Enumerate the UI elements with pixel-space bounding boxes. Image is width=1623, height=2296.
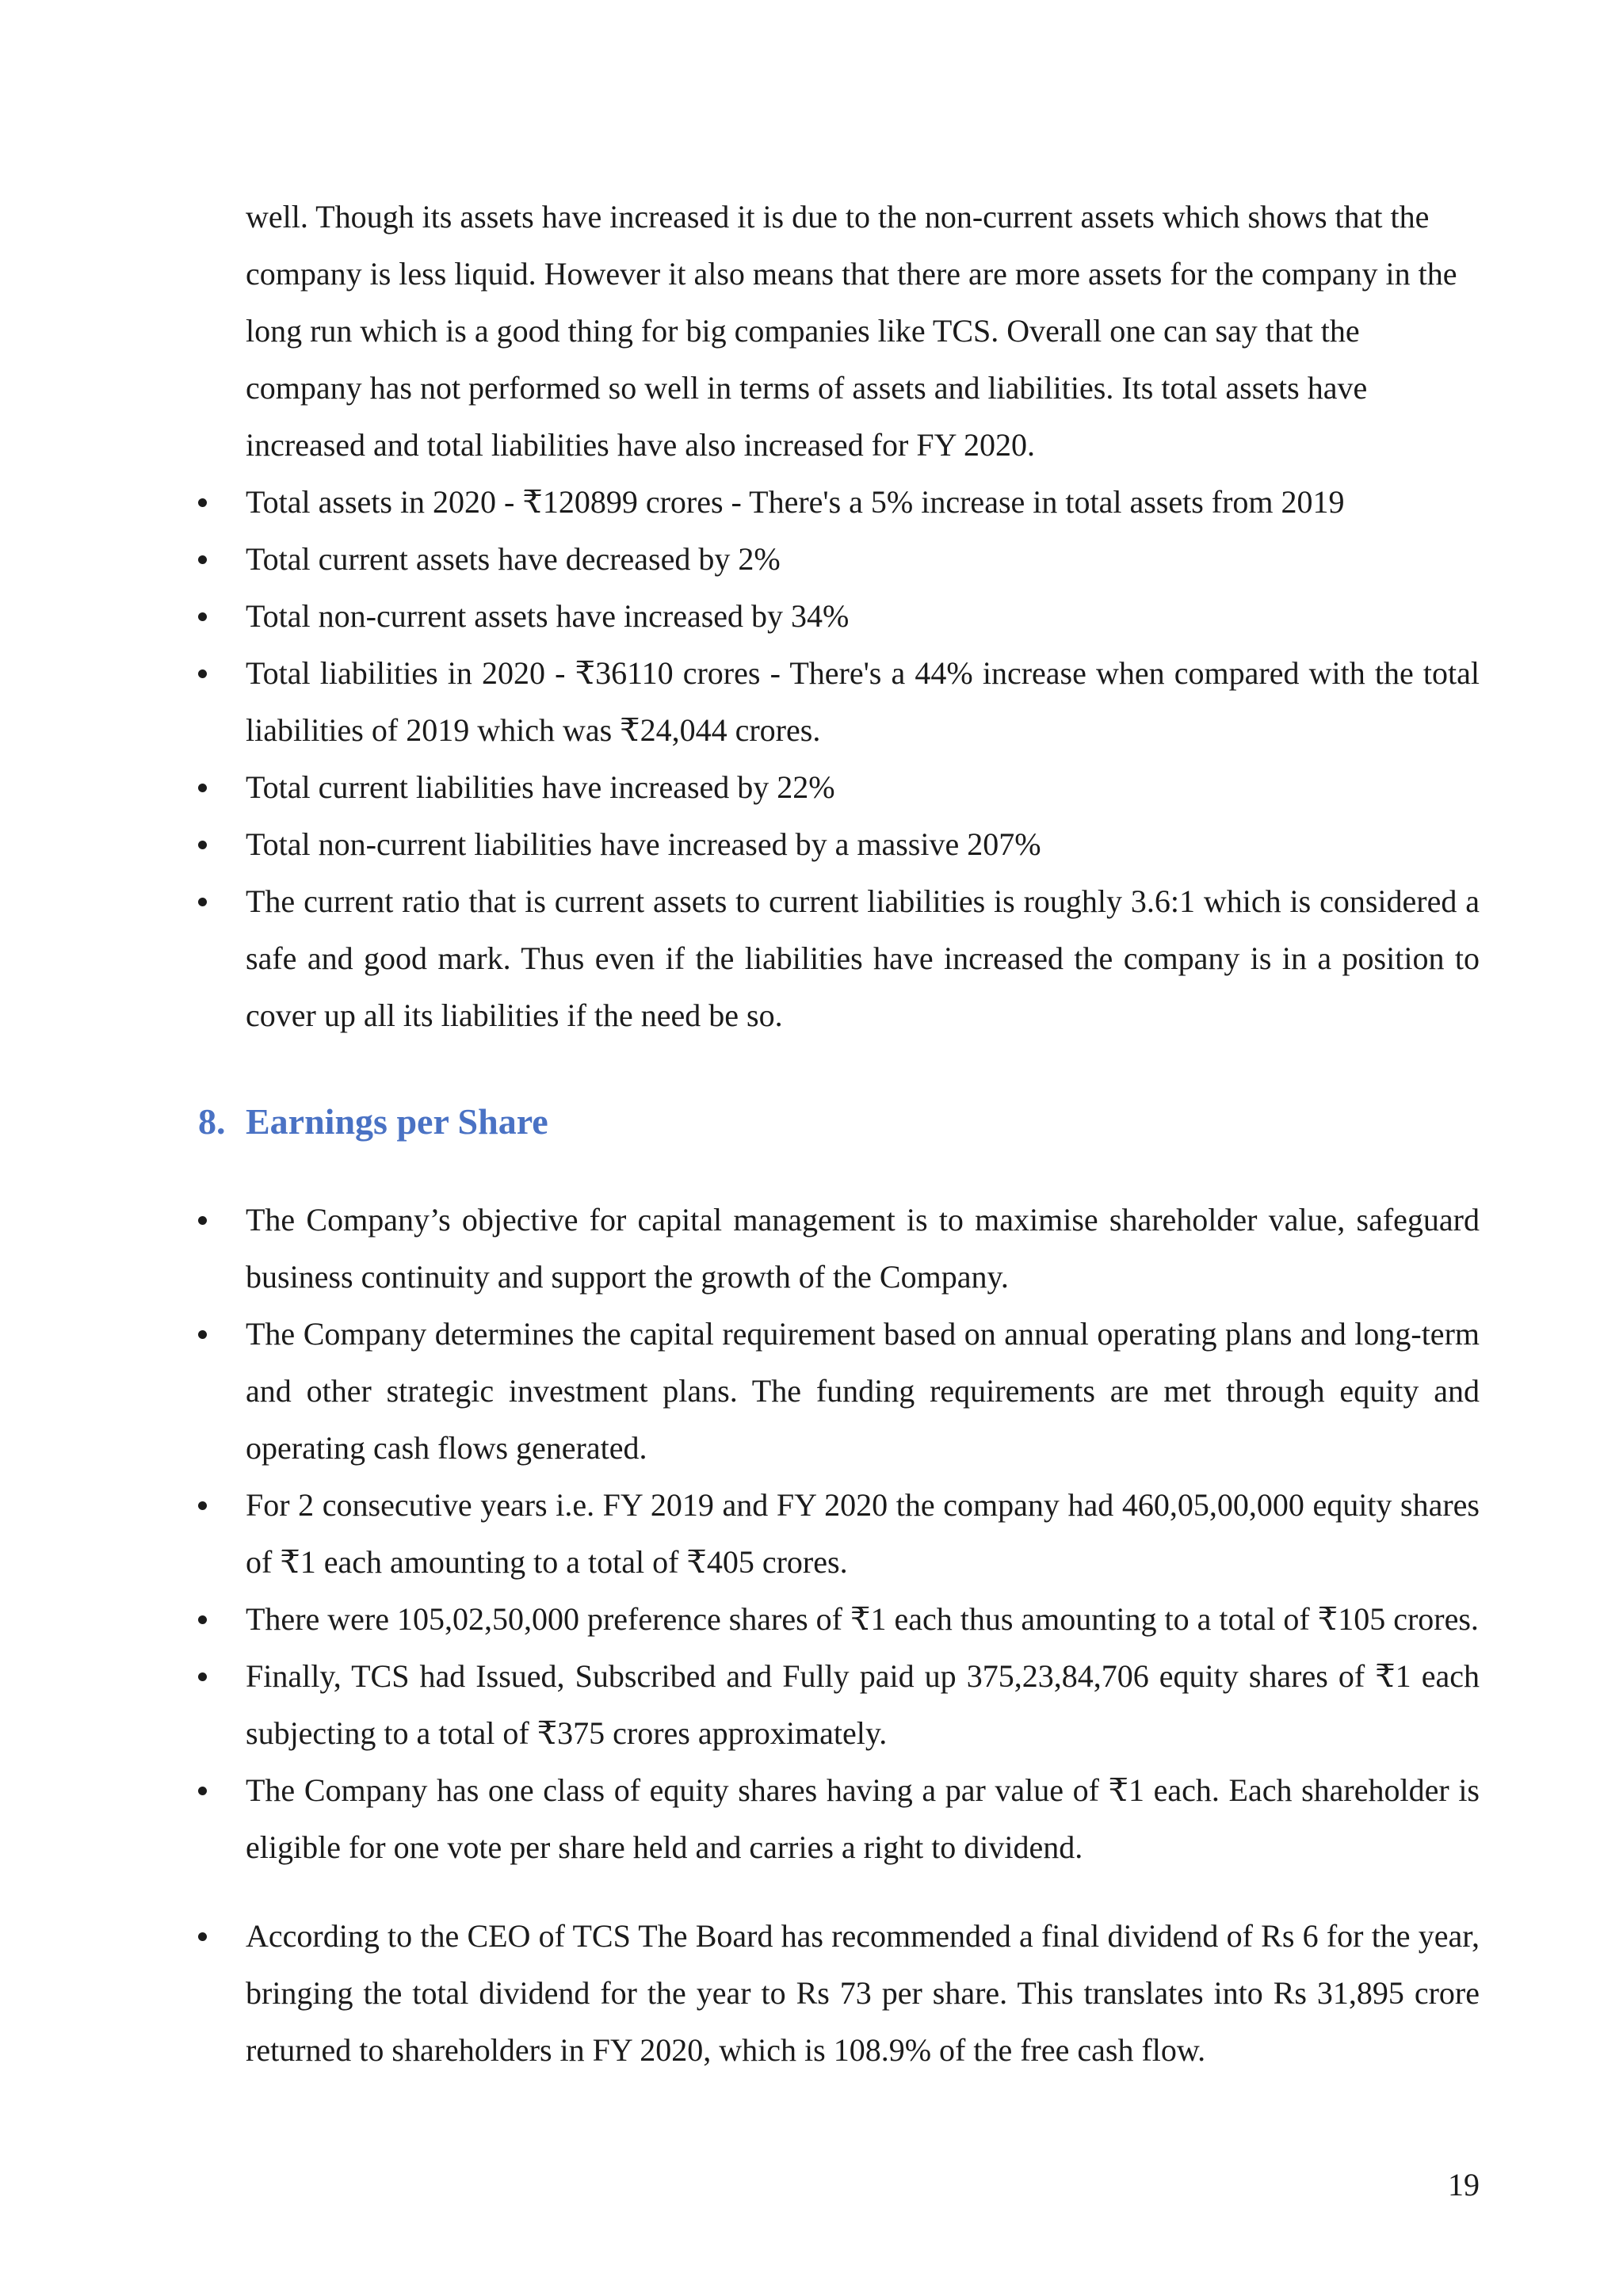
list-item — [198, 1192, 1480, 1306]
list-item — [198, 1591, 1480, 1648]
intro-paragraph: well. Though its assets have increased it is due to the non-current assets which shows that the company is less liquid. However it also means that there are more assets for the company in the long run which is a good thing for big companies like TCS. Overall one can say that the company has not performed so well in terms of assets and liabilities. Its total assets have increased and total liabilities have also increased for FY 2020. — [246, 199, 1457, 463]
page-number: 19 — [1448, 2167, 1480, 2203]
list-item — [198, 816, 1480, 873]
bullet-icon — [198, 784, 207, 792]
list-item — [198, 588, 1480, 645]
list-item-text: Total current liabilities have increased by 22% — [246, 769, 835, 805]
list-item — [198, 645, 1480, 759]
section-title: Earnings per Share — [246, 1101, 548, 1142]
list-item — [198, 1908, 1480, 2079]
bullet-icon — [198, 1615, 207, 1624]
list-item-text: Finally, TCS had Issued, Subscribed and Fully paid up 375,23,84,706 equity shares of ₹1 each subjecting to a total of ₹375 crores approximately. — [246, 1658, 1480, 1751]
list-item — [198, 474, 1480, 531]
list-item-text: Total liabilities in 2020 - ₹36110 crores - There's a 44% increase when compared with the total liabilities of 2019 which was ₹24,044 crores. — [246, 655, 1480, 748]
list-item — [198, 1306, 1480, 1477]
bullet-icon — [198, 898, 207, 906]
list-item-text: The current ratio that is current assets to current liabilities is roughly 3.6:1 which is considered a safe and good mark. Thus even if the liabilities have increased the company is in a position to cover up all its liabilities if the need be so. — [246, 883, 1480, 1033]
bullet-icon — [198, 555, 207, 564]
list-item — [198, 531, 1480, 588]
list-item-text: Total non-current liabilities have increased by a massive 207% — [246, 826, 1041, 862]
bullet-icon — [198, 1672, 207, 1681]
section-heading — [198, 1100, 1480, 1144]
bullet-icon — [198, 1932, 207, 1941]
list-item — [198, 759, 1480, 816]
list-item-text: For 2 consecutive years i.e. FY 2019 and FY 2020 the company had 460,05,00,000 equity shares of ₹1 each amounting to a total of ₹405 crores. — [246, 1487, 1480, 1580]
bullet-icon — [198, 612, 207, 621]
list-item-text: According to the CEO of TCS The Board has recommended a final dividend of Rs 6 for the year, bringing the total dividend for the year to Rs 73 per share. This translates into Rs 31,895 crore returned to shareholders in FY 2020, which is 108.9% of the free cash flow. — [246, 1918, 1480, 2068]
bullet-icon — [198, 1501, 207, 1510]
list-item-text: The Company determines the capital requirement based on annual operating plans and long-term and other strategic investment plans. The funding requirements are met through equity and operating cash flows generated. — [246, 1316, 1480, 1466]
list-item-text: The Company has one class of equity shares having a par value of ₹1 each. Each shareholder is eligible for one vote per share held and carries a right to dividend. — [246, 1772, 1480, 1865]
bullet-icon — [198, 669, 207, 678]
bullet-list-earnings-per-share — [198, 1192, 1480, 2079]
list-item-text: Total assets in 2020 - ₹120899 crores - There's a 5% increase in total assets from 2019 — [246, 484, 1345, 520]
list-item — [198, 1648, 1480, 1762]
bullet-list-assets-liabilities — [198, 474, 1480, 1044]
section-number: 8. — [198, 1101, 226, 1142]
bullet-icon — [198, 1330, 207, 1339]
list-item-text: The Company’s objective for capital management is to maximise shareholder value, safeguard business continuity and support the growth of the Company. — [246, 1202, 1480, 1295]
list-item — [198, 1477, 1480, 1591]
list-item — [198, 1762, 1480, 1876]
bullet-icon — [198, 1787, 207, 1795]
list-item — [198, 873, 1480, 1044]
page-content — [198, 189, 1480, 2079]
list-item-text: Total current assets have decreased by 2% — [246, 541, 781, 577]
bullet-icon — [198, 841, 207, 849]
list-item-text: Total non-current assets have increased by 34% — [246, 598, 850, 634]
list-item-text: There were 105,02,50,000 preference shares of ₹1 each thus amounting to a total of ₹105 crores. — [246, 1601, 1479, 1637]
bullet-icon — [198, 1216, 207, 1225]
bullet-icon — [198, 498, 207, 507]
